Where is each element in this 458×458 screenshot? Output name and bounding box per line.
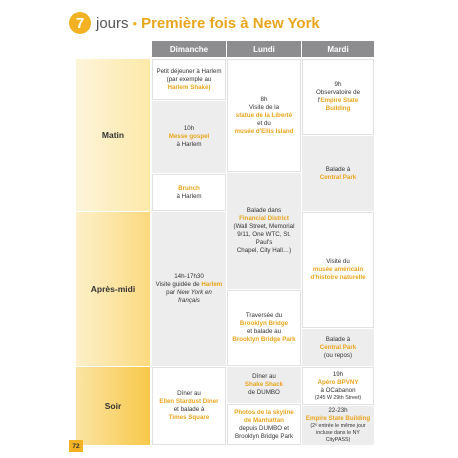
cell-text: Dîner au	[252, 373, 276, 380]
cell-text: 9/11, One WTC, St. Paul's	[237, 231, 291, 246]
cell-text: 19h	[332, 370, 344, 378]
cell-lundi-statue-liberte	[227, 59, 301, 172]
cell-highlight: Messe gospel	[168, 133, 210, 140]
cell-highlight: Harlem	[201, 281, 223, 288]
cell-text: Balade à	[325, 335, 351, 343]
cell-text: (Wall Street, Memorial	[233, 223, 295, 230]
cell-text: à Harlem	[176, 192, 202, 200]
cell-highlight: Brooklyn Bridge	[239, 320, 289, 327]
title-bullet: •	[132, 15, 138, 31]
cell-text: Visite guidée de	[155, 281, 200, 288]
cell-text: (ou repos)	[323, 351, 353, 359]
cell-text: et balade au	[246, 328, 282, 335]
cell-highlight: Times Square	[168, 414, 210, 421]
header-lundi: Lundi	[227, 41, 301, 57]
cell-text: Traversée du	[245, 312, 283, 319]
cell-highlight: Central Park	[319, 173, 357, 181]
cell-text: (par exemple au	[166, 75, 212, 83]
cell-dimanche-petit-dejeuner	[152, 59, 226, 100]
cell-text: Petit déjeuner à Harlem	[156, 67, 222, 75]
row-label-apres-midi: Après-midi	[90, 284, 136, 294]
cell-highlight: d'histoire naturelle	[310, 274, 366, 281]
row-label-matin: Matin	[101, 130, 125, 140]
cell-text: Visite du	[326, 258, 350, 265]
cell-text: Observatoire de	[315, 89, 361, 96]
cell-mardi-central-park-matin	[302, 136, 374, 211]
cell-dimanche-brunch	[152, 174, 226, 211]
cell-text: Brooklyn Bridge Park	[234, 432, 294, 440]
cell-small-text: (245 W 29th Street)	[314, 394, 362, 401]
cell-text: Visite de la	[248, 103, 280, 111]
cell-mardi-empire-state-soir	[302, 406, 374, 445]
cell-text: l'	[317, 97, 321, 104]
cell-text: 22-23h	[328, 407, 348, 414]
title-name: Première fois à New York	[141, 14, 320, 32]
cell-mardi-apero	[302, 367, 374, 405]
cell-highlight: de Manhattan	[244, 416, 284, 424]
cell-text: 14h-17h30	[174, 273, 204, 280]
cell-dimanche-visite-harlem	[152, 212, 226, 366]
cell-text: 10h	[183, 125, 195, 132]
title-word: jours	[96, 14, 129, 32]
cell-highlight: musée d'Ellis Island	[234, 127, 294, 135]
cell-text: Balade dans	[246, 207, 282, 214]
cell-text: par	[166, 289, 176, 296]
cell-lundi-financial-district	[227, 173, 301, 289]
cell-highlight: Harlem Shake)	[167, 83, 211, 91]
cell-text: Balade à	[325, 165, 351, 173]
cell-highlight: Brooklyn Bridge Park	[232, 336, 296, 343]
cell-highlight: Ellen Stardust Diner	[159, 398, 219, 405]
cell-text: à OCabanon	[320, 386, 356, 394]
page-title	[69, 11, 320, 35]
cell-text: à Harlem	[176, 141, 202, 148]
cell-small-text: (2ᵉ entrée le même jour	[310, 423, 366, 429]
cell-text: et du	[257, 119, 271, 127]
row-label-soir: Soir	[104, 401, 122, 411]
cell-text: de DUMBO	[248, 389, 280, 396]
cell-highlight: Empire State Building	[320, 97, 359, 112]
cell-highlight: Apéro BPVNY	[317, 378, 359, 386]
day-count-badge: 7	[69, 12, 91, 34]
cell-text: Dîner au	[177, 390, 201, 397]
page-number: 72	[69, 440, 83, 452]
cell-italic: New York en français	[176, 289, 212, 304]
cell-lundi-shake-shack	[227, 367, 301, 403]
header-mardi: Mardi	[302, 41, 374, 57]
cell-lundi-skyline-photos	[227, 404, 301, 445]
cell-highlight: Brunch	[178, 184, 200, 192]
cell-highlight: Central Park	[319, 343, 357, 351]
cell-highlight: Photos de la skyline	[234, 408, 294, 416]
cell-text: et balade à	[173, 406, 205, 413]
cell-text: Chapel, City Hall…)	[236, 247, 292, 254]
cell-mardi-central-park-apres-midi	[302, 329, 374, 366]
cell-lundi-brooklyn-bridge	[227, 290, 301, 366]
cell-small-text: incluse dans le NY CityPASS)	[316, 430, 360, 443]
cell-dimanche-diner	[152, 367, 226, 445]
cell-mardi-musee-histoire-naturelle	[302, 212, 374, 328]
cell-text: 8h	[260, 95, 268, 103]
cell-text: depuis DUMBO et	[239, 424, 289, 432]
cell-highlight: musée américain	[312, 266, 364, 273]
cell-highlight: Shake Shack	[244, 381, 284, 388]
cell-dimanche-messe	[152, 101, 226, 173]
cell-highlight: statue de la Liberté	[235, 111, 293, 119]
cell-text: 9h	[334, 81, 342, 88]
cell-highlight: Financial District	[239, 215, 289, 222]
header-dimanche: Dimanche	[152, 41, 226, 57]
cell-mardi-empire-state	[302, 59, 374, 135]
cell-highlight: Empire State Building	[305, 415, 371, 422]
